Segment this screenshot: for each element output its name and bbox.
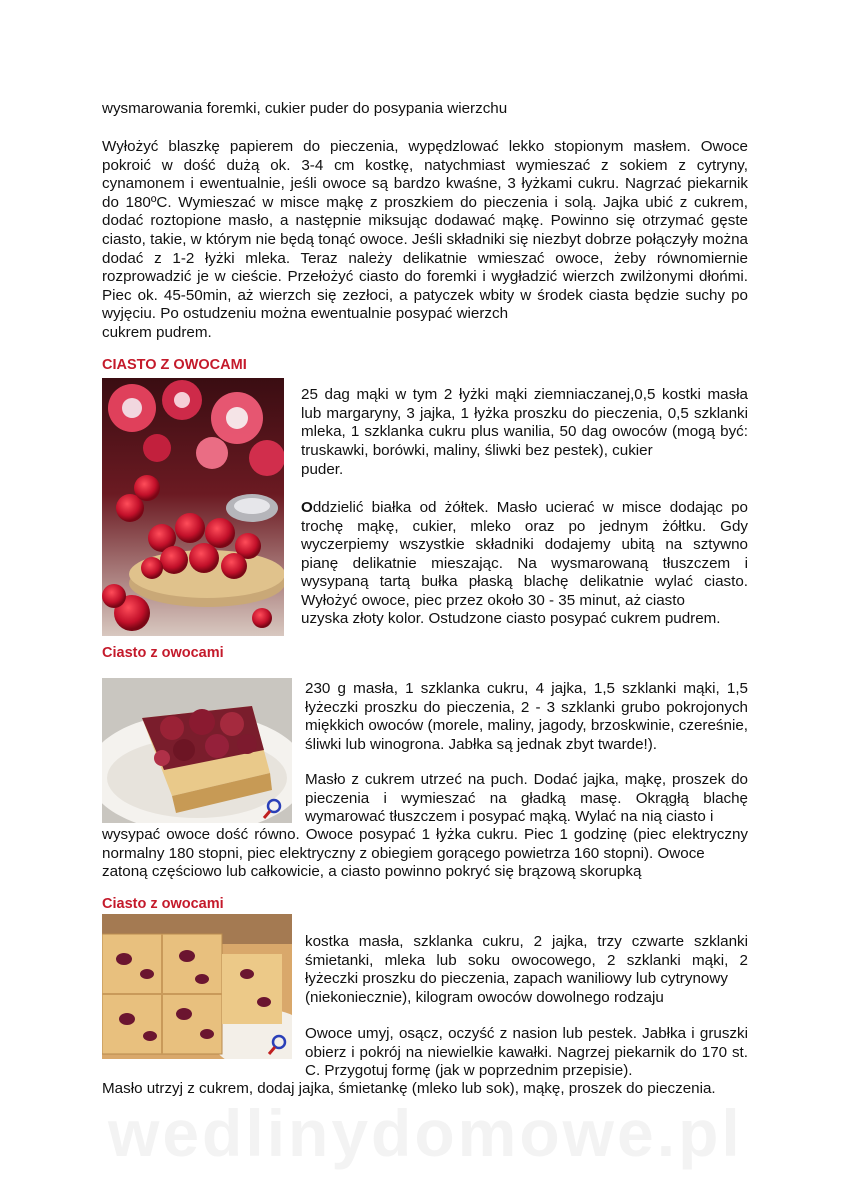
recipe2-title: Ciasto z owocami	[102, 645, 224, 661]
watermark: wedlinydomowe.pl	[108, 1096, 743, 1170]
recipe1-method-initial: O	[301, 499, 313, 516]
recipe3-method-side: Owoce umyj, osącz, oczyść z nasion lub pestek. Jabłka i gruszki obierz i pokrój na niewielkie kawałki. Nagrzej piekarnik do 170 st. C. Przygotuj formę (jak w poprzednim przepisie).	[305, 1025, 748, 1080]
recipe2-method-full: wysypać owoce dość równo. Owoce posypać 1 łyżka cukru. Piec 1 godzinę (piec elektryczny normalny 180 stopni, piec elektryczny z obiegiem gorącego powietrza 160 stopni). Owoce	[102, 826, 748, 862]
recipe3-method-full: Masło utrzyj z cukrem, dodaj jajka, śmietankę (mleko lub sok), mąkę, proszek do pieczenia.	[102, 1080, 716, 1097]
recipe3-ingredients-end: (niekoniecznie), kilogram owoców dowolnego rodzaju	[305, 989, 664, 1006]
fruit-cake-slice-image	[102, 678, 292, 823]
recipe2-method-side: Masło z cukrem utrzeć na puch. Dodać jajka, mąkę, proszek do pieczenia i wymieszać na gładką masę. Okrągłą blachę wymarować tłuszczem i posypać mąką. Wylać na nią ciasto i	[305, 771, 748, 826]
recipe1-ingredients-end: puder.	[301, 461, 344, 478]
recipe1-title: CIASTO Z OWOCAMI	[102, 357, 247, 373]
recipe1-method-end: uzyska złoty kolor. Ostudzone ciasto posypać cukrem pudrem.	[301, 610, 721, 627]
recipe1-photo	[102, 378, 284, 636]
fruit-sheet-cake-image	[102, 914, 292, 1059]
recipe2-method-end: zatoną częściowo lub całkowicie, a ciasto powinno pokryć się brązową skorupką	[102, 863, 642, 880]
intro-paragraph-end: cukrem pudrem.	[102, 324, 212, 341]
recipe2-photo	[102, 678, 292, 823]
recipe1-method-text: ddzielić białka od żółtek. Masło ucierać w misce dodając po trochę mąkę, cukier, mleko oraz po jednym żółtku. Gdy wyczerpiemy wszystkie składniki dodajemy ubitą na sztywno pianę delikatnie mieszając. Na wysmarowaną tłuszczem i wysypaną tartą bułka płaską blachę delikatnie wylać ciasto. Wyłożyć owoce, piec przez około 30 - 35 minut, aż ciasto	[301, 499, 748, 609]
recipe1-method	[301, 499, 748, 611]
recipe3-photo	[102, 914, 292, 1059]
raspberry-tart-image	[102, 378, 284, 636]
recipe2-ingredients: 230 g masła, 1 szklanka cukru, 4 jajka, 1,5 szklanki mąki, 1,5 łyżeczki proszku do pieczenia, 2 - 3 szklanki grubo pokrojonych miękkich owoców (morele, maliny, jagody, brzoskwinie, czereśnie, śliwki lub winogrona. Jabłka są jednak zbyt twarde!).	[305, 680, 748, 753]
recipe3-ingredients: kostka masła, szklanka cukru, 2 jajka, trzy czwarte szklanki śmietanki, mleka lub soku owocowego, 2 szklanki mąki, 2 łyżeczki proszku do pieczenia, zapach waniliowy lub cytrynowy	[305, 933, 748, 988]
intro-top-line: wysmarowania foremki, cukier puder do posypania wierzchu	[102, 100, 508, 117]
recipe3-title: Ciasto z owocami	[102, 896, 224, 912]
recipe1-ingredients: 25 dag mąki w tym 2 łyżki mąki ziemniaczanej,0,5 kostki masła lub margaryny, 3 jajka, 1 łyżka proszku do pieczenia, 0,5 szklanki mleka, 1 szklanka cukru plus wanilia, 50 dag owoców (mogą być: truskawki, borówki, maliny, śliwki bez pestek), cukier	[301, 386, 748, 459]
intro-paragraph: Wyłożyć blaszkę papierem do pieczenia, wypędzlować lekko stopionym masłem. Owoce pokroić w dość dużą ok. 3-4 cm kostkę, natychmiast wymieszać z sokiem z cytryny, cynamonem i ewentualnie, jeśli owoce są bardzo kwaśne, 3 łyżkami cukru. Nagrzać piekarnik do 180ºC. Wymieszać w misce mąkę z proszkiem do pieczenia i solą. Jajka ubić z cukrem, dodać roztopione masło, a następnie miksując dodawać mąkę. Powinno się otrzymać gęste ciasto, takie, w którym nie będą tonąć owoce. Jeśli składniki się niezbyt dobrze połączyły można dodać z 1-2 łyżki mleka. Teraz należy delikatnie wmieszać owoce, żeby równomiernie rozprowadzić je w cieście. Przełożyć ciasto do foremki i wygładzić wierzch zwilżonymi dłońmi. Piec ok. 45-50min, aż wierzch się zezłoci, a patyczek wbity w środek ciasta będzie suchy po wyjęciu. Po ostudzeniu można ewentualnie posypać wierzch	[102, 138, 748, 323]
